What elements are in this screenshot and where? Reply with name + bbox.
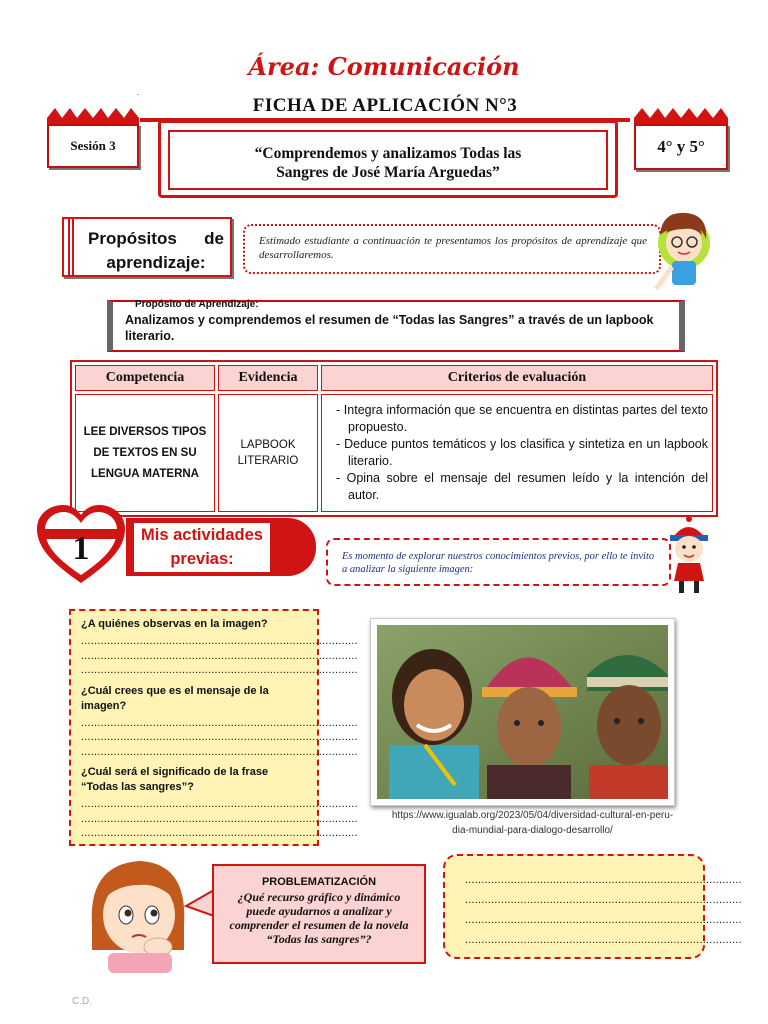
criteria-table	[70, 360, 718, 517]
question-1: ¿A quiénes observas en la imagen?	[81, 618, 268, 630]
competence-cell: LEE DIVERSOS TIPOS DE TEXTOS EN SU LENGUA MATERNA	[75, 394, 215, 512]
thinking-girl-illustration	[84, 855, 194, 973]
purposes-box	[62, 217, 232, 277]
session-title-line1: “Comprendemos y analizamos Todas las	[254, 145, 522, 162]
purpose-statement-box	[107, 300, 685, 352]
answer-line[interactable]: .....................................................................................	[81, 798, 358, 810]
answer-line[interactable]: .....................................................................................	[81, 649, 358, 662]
children-photo-illustration	[377, 625, 668, 799]
answer-line[interactable]: .....................................................................................	[81, 731, 358, 743]
session-title-line2: Sangres de José María Arguedas”	[276, 164, 500, 181]
header-evidencia: Evidencia	[218, 365, 318, 391]
problematization-title: PROBLEMATIZACIÓN	[261, 876, 377, 888]
heart-number-icon	[35, 503, 127, 587]
table-header-row	[75, 365, 713, 391]
header-criterios: Criterios de evaluación	[321, 365, 713, 391]
session-title-box	[158, 120, 618, 198]
ficha-title: FICHA DE APLICACIÓN N°3	[252, 95, 518, 116]
explore-text: Es momento de explorar nuestros conocimientos previos, por ello te invito a analizar la siguiente imagen:	[326, 538, 671, 586]
girl-hat-character-illustration	[664, 515, 714, 597]
answer-line[interactable]: .....................................................................................	[81, 664, 358, 676]
header-competencia: Competencia	[75, 365, 215, 391]
grades-label: 4° y 5°	[634, 124, 728, 170]
answer-line[interactable]: .....................................................................................	[81, 812, 358, 825]
table-row	[75, 394, 713, 512]
question-3: ¿Cuál será el significado de la frase “Todas las sangres”?	[81, 766, 269, 793]
activities-title: Mis actividades previas:	[141, 526, 263, 568]
purposes-bar	[68, 217, 74, 277]
footer-initials: C.D.	[72, 996, 92, 1007]
photo-caption-link[interactable]: https://www.igualab.org/2023/05/04/diversidad-cultural-en-peru-dia-mundial-para-dialogo-desarrollo/	[391, 810, 674, 836]
previous-questions-box	[69, 609, 358, 846]
answer-line[interactable]: .....................................................................................	[81, 745, 358, 758]
purpose-text: Analizamos y comprendemos el resumen de “Todas las Sangres” a través de un lapbook literario.	[125, 313, 654, 343]
evidence-cell: LAPBOOK LITERARIO	[218, 394, 318, 512]
children-photo	[370, 618, 675, 806]
criterion-item: - Opina sobre el mensaje del resumen leído y la intención del autor.	[336, 471, 708, 502]
criterion-item: - Deduce puntos temáticos y los clasifica y sintetiza en un lapbook literario.	[336, 437, 708, 468]
session-label: Sesión 3	[47, 124, 139, 168]
criteria-cell	[321, 394, 713, 512]
answer-line[interactable]: .....................................................................................	[81, 716, 358, 729]
problem-answer-box	[443, 854, 742, 959]
criterion-item: - Integra información que se encuentra en distintas partes del texto propuesto.	[336, 403, 708, 434]
purposes-label: Propósitos de aprendizaje:	[88, 229, 224, 272]
question-2: ¿Cuál crees que es el mensaje de la imagen?	[81, 684, 269, 712]
answer-line[interactable]: .....................................................................................	[81, 635, 358, 647]
mark-dot: .	[137, 88, 140, 97]
answer-line[interactable]: .....................................................................................	[465, 934, 742, 946]
problematization-box	[212, 864, 426, 964]
problematization-question: ¿Qué recurso gráfico y dinámico puede ayudarnos a analizar y comprender el resumen de la novela “Todas las sangres”?	[229, 890, 409, 946]
activities-banner	[126, 518, 316, 576]
grades-banner	[634, 108, 728, 170]
boy-character-illustration	[650, 205, 714, 300]
session-banner	[47, 108, 139, 168]
activity-number: 1	[72, 530, 90, 567]
session-title	[178, 144, 598, 182]
answer-line[interactable]: .....................................................................................	[81, 827, 358, 839]
answer-line[interactable]: .....................................................................................	[465, 874, 742, 886]
purpose-label: Propósito de Aprendizaje:	[135, 299, 259, 310]
area-title: Área: Comunicación	[248, 52, 520, 81]
purposes-intro: Estimado estudiante a continuación te presentamos los propósitos de aprendizaje que desarrollaremos.	[243, 224, 661, 274]
answer-line[interactable]: .....................................................................................	[465, 894, 742, 906]
answer-line[interactable]: .....................................................................................	[465, 914, 742, 926]
